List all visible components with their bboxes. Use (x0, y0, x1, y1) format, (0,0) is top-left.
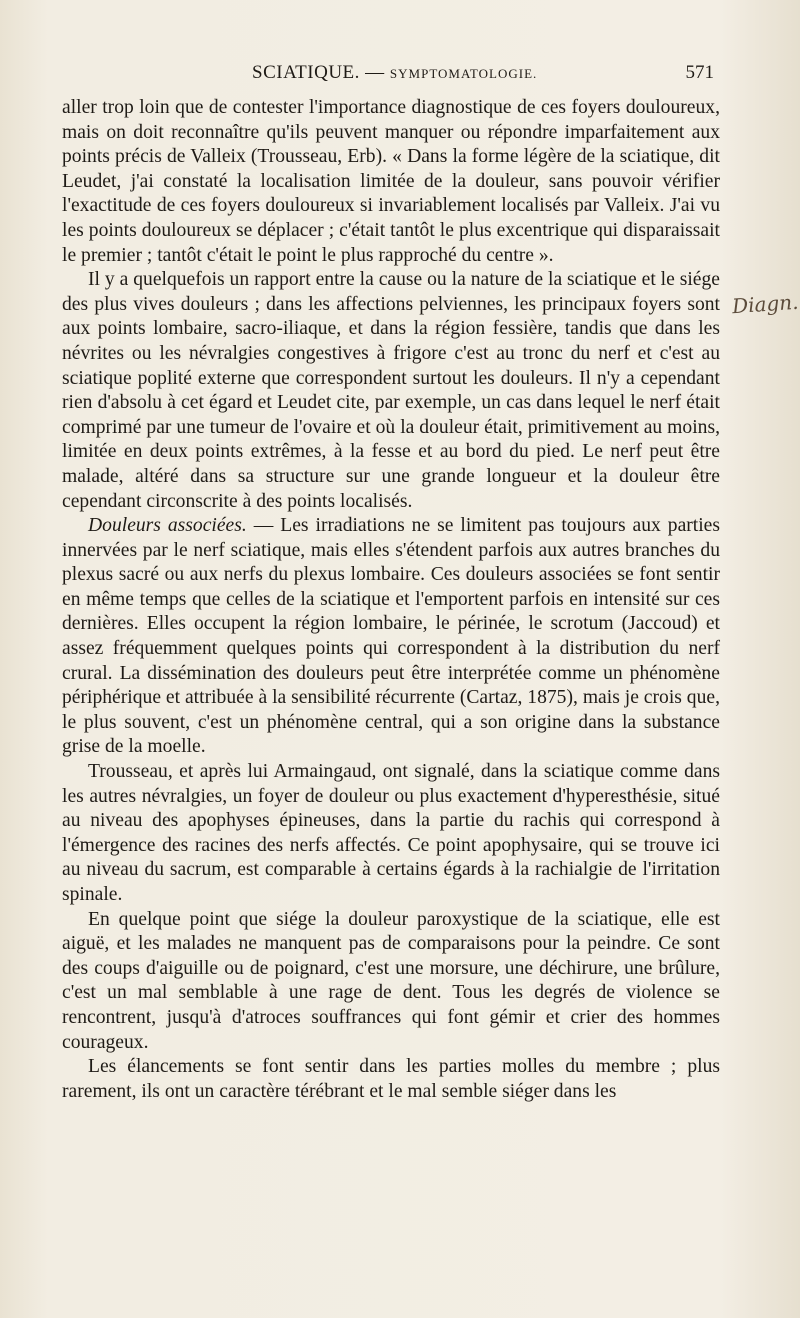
paragraph-4: Trousseau, et après lui Armaingaud, ont signalé, dans la sciatique comme dans les autres névralgies, un foyer de douleur ou plus exactement d'hyperesthésie, situé au niveau des apophyses épineuses, dans la partie du rachis qui correspond à l'émergence des racines des nerfs affectés. Ce point apophysaire, qui se trouve ici au niveau du sacrum, est comparable à certains égards à la rachialgie de l'irritation spinale. (62, 761, 720, 905)
running-title-main: SCIATIQUE. (252, 62, 360, 83)
paragraph-3 (62, 514, 720, 760)
paragraph-3-heading: Douleurs associées. (88, 515, 247, 537)
paragraph-2: Il y a quelquefois un rapport entre la cause ou la nature de la sciatique et le siége des plus vives douleurs ; dans les affections pelviennes, les principaux foyers sont aux points lombaire, sacro-iliaque, et dans la région fessière, tandis que dans les névrites ou les névralgies congestives à frigore c'est au tronc du nerf et c'est au sciatique poplité externe que correspondent surtout les douleurs. Il n'y a cependant rien d'absolu à cet égard et Leudet cite, par exemple, un cas dans lequel le nerf était comprimé par une tumeur de l'ovaire et où la douleur était, primitivement au moins, limitée en deux points extrêmes, à la fesse et au bord du pied. Le nerf peut être malade, altéré dans sa structure sur une grande longueur et la douleur être cependant circonscrite à des points localisés. (62, 269, 720, 512)
paragraph-6: Les élancements se font sentir dans les parties molles du membre ; plus rarement, ils ont un caractère térébrant et le mal semble siéger dans les (62, 1056, 720, 1102)
running-title (252, 62, 537, 84)
paragraph-5: En quelque point que siége la douleur paroxystique de la sciatique, elle est aiguë, et les malades ne manquent pas de comparaisons pour la peindre. Ce sont des coups d'aiguille ou de poignard, c'est une morsure, une déchirure, une brûlure, c'est un mal semblable à une rage de dent. Tous les degrés de violence se rencontrent, jusqu'à d'atroces souffrances qui font gémir et crier des hommes courageux. (62, 908, 720, 1053)
running-title-sub: SYMPTOMATOLOGIE. (389, 66, 538, 81)
paragraph-1: aller trop loin que de contester l'importance diagnostique de ces foyers douloureux, mais on doit reconnaître qu'ils peuvent manquer ou répondre imparfaitement aux points précis de Valleix (Trousseau, Erb). « Dans la forme légère de la sciatique, dit Leudet, j'ai constaté la localisation limitée de la douleur, sans pouvoir vérifier l'exactitude de ces foyers douloureux si invariablement localisés par Valleix. J'ai vu les points douloureux se déplacer ; c'était tantôt le plus excentrique qui disparaissait le premier ; tantôt c'était le point le plus rapproché du centre ». (62, 97, 720, 266)
running-title-dash: — (365, 62, 390, 83)
handwritten-margin-note: Diagn. (731, 289, 800, 319)
page-number: 571 (685, 62, 714, 83)
paragraph-3-text: — Les irradiations ne se limitent pas toujours aux parties innervées par le nerf sciatique, mais elles s'étendent parfois aux autres branches du plexus sacré ou aux nerfs du plexus lombaire. Ces douleurs associées se font sentir en même temps que celles de la sciatique et l'emportent parfois en intensité sur ces dernières. Elles occupent la région lombaire, le périnée, le scrotum (Jaccoud) et assez fréquemment quelques points qui correspondent à la distribution du nerf crural. La dissémination des douleurs peut être interprétée comme un phénomène périphérique et attribuée à la sensibilité récurrente (Cartaz, 1875), mais je crois que, le plus souvent, c'est un phénomène central, qui a son origine dans la substance grise de la moelle. (62, 515, 720, 758)
running-header (64, 62, 714, 88)
body-text (62, 96, 720, 1104)
